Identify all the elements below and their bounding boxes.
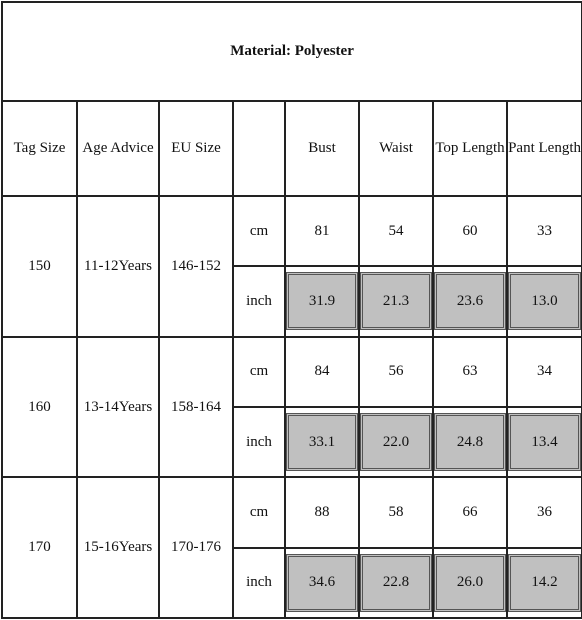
header-age-advice: Age Advice [77,101,159,195]
top-length-cm-cell: 63 [433,337,507,407]
header-tag-size: Tag Size [2,101,77,195]
bust-inch-cell: 34.6 [286,554,358,612]
waist-cm-cell: 58 [359,477,433,547]
header-pant-length: Pant Length [507,101,582,195]
bust-cm-cell: 81 [285,196,359,266]
pant-length-cm-cell: 33 [507,196,582,266]
waist-inch-cell: 22.8 [360,554,432,612]
table-row [2,196,582,266]
tag-size-cell: 170 [2,477,77,618]
pant-length-inch-cell: 13.0 [508,272,581,330]
header-unit [233,101,285,195]
header-bust: Bust [285,101,359,195]
age-advice-cell: 11-12Years [77,196,159,337]
pant-length-inch-cell: 13.4 [508,413,581,471]
unit-inch-label: inch [233,407,285,477]
top-length-inch-cell: 26.0 [434,554,506,612]
bust-cm-cell: 88 [285,477,359,547]
pant-length-cm-cell: 36 [507,477,582,547]
tag-size-cell: 160 [2,337,77,478]
top-length-cm-cell: 66 [433,477,507,547]
waist-cm-cell: 54 [359,196,433,266]
top-length-inch-cell: 24.8 [434,413,506,471]
pant-length-cm-cell: 34 [507,337,582,407]
table-row [2,477,582,547]
unit-cm-label: cm [233,337,285,407]
bust-inch-cell: 33.1 [286,413,358,471]
unit-inch-label: inch [233,548,285,618]
waist-inch-cell: 22.0 [360,413,432,471]
pant-length-inch-cell: 14.2 [508,554,581,612]
size-chart-table [1,1,582,619]
eu-size-cell: 146-152 [159,196,233,337]
header-waist: Waist [359,101,433,195]
eu-size-cell: 170-176 [159,477,233,618]
material-title: Material: Polyester [2,2,582,101]
unit-inch-label: inch [233,266,285,336]
bust-cm-cell: 84 [285,337,359,407]
tag-size-cell: 150 [2,196,77,337]
eu-size-cell: 158-164 [159,337,233,478]
bust-inch-cell: 31.9 [286,272,358,330]
waist-cm-cell: 56 [359,337,433,407]
unit-cm-label: cm [233,196,285,266]
top-length-cm-cell: 60 [433,196,507,266]
age-advice-cell: 13-14Years [77,337,159,478]
header-row [2,101,582,195]
waist-inch-cell: 21.3 [360,272,432,330]
table-row [2,337,582,407]
age-advice-cell: 15-16Years [77,477,159,618]
unit-cm-label: cm [233,477,285,547]
header-eu-size: EU Size [159,101,233,195]
top-length-inch-cell: 23.6 [434,272,506,330]
header-top-length: Top Length [433,101,507,195]
